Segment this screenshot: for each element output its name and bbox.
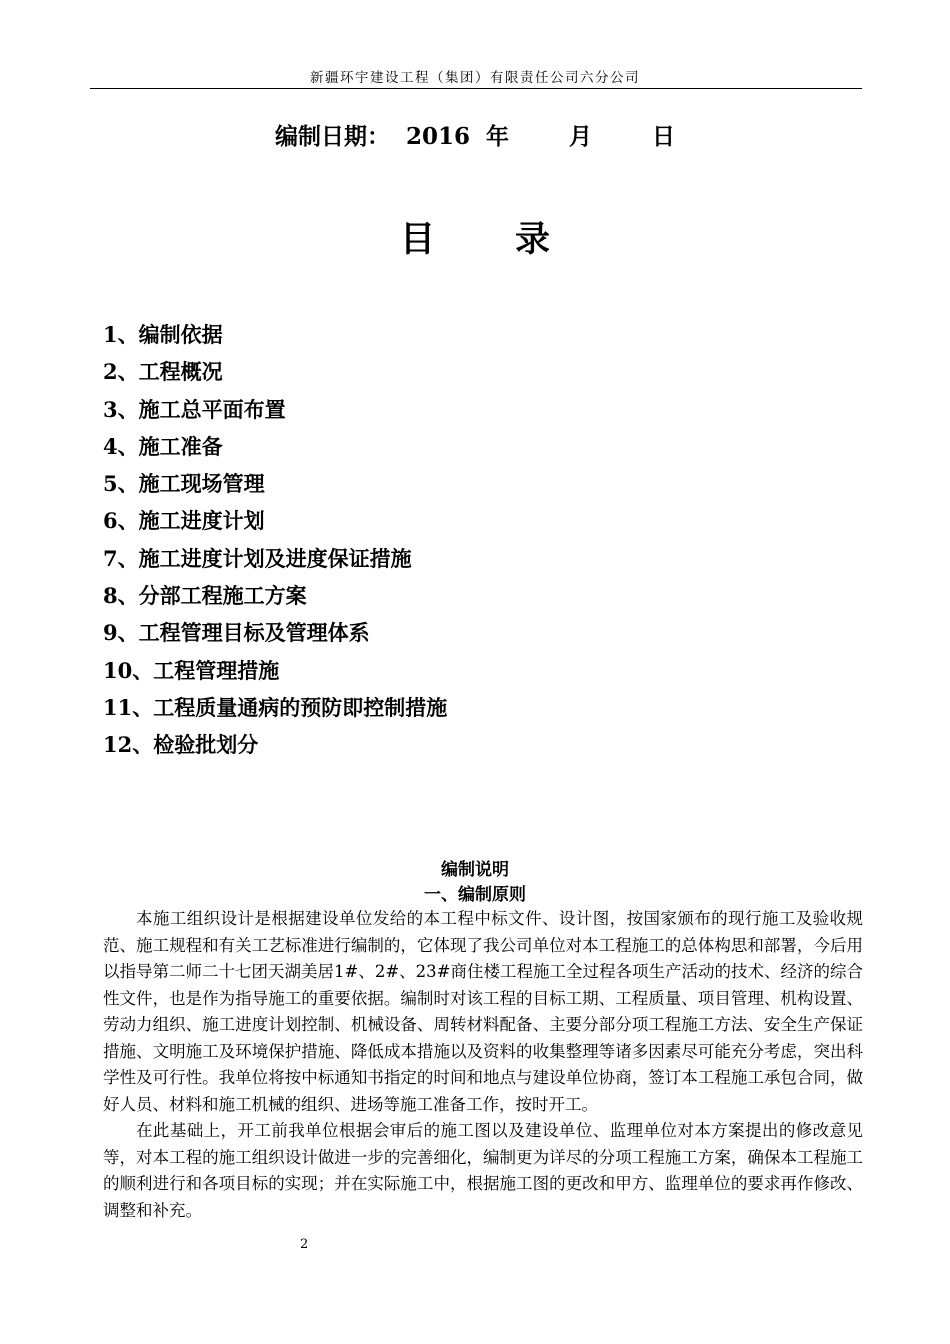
date-label: 编制日期： bbox=[274, 123, 390, 150]
toc-item: 9、工程管理目标及管理体系 bbox=[103, 620, 370, 646]
toc-item: 3、施工总平面布置 bbox=[103, 396, 286, 422]
toc-list bbox=[103, 316, 447, 764]
page-header: 新疆环宇建设工程（集团）有限责任公司六分公司 bbox=[310, 70, 640, 86]
toc-item: 6、施工进度计划 bbox=[103, 508, 265, 534]
toc-item: 8、分部工程施工方案 bbox=[103, 583, 307, 609]
header-divider bbox=[90, 88, 862, 89]
toc-item: 10、工程管理措施 bbox=[103, 657, 280, 683]
toc-title-char: 录 bbox=[515, 219, 551, 260]
body-paragraph: 在此基础上，开工前我单位根据会审后的施工图以及建设单位、监理单位对本方案提出的修改意见等，对本工程的施工组织设计做进一步的完善细化，编制更为详尽的分项工程施工方案，确保本工程施工的顺利进行和各项目标的实现；并在实际施工中，根据施工图的更改和甲方、监理单位的要求再作修改、调整和补充。 bbox=[103, 1121, 863, 1220]
date-year: 2016 bbox=[405, 123, 470, 150]
toc-item: 11、工程质量通病的预防即控制措施 bbox=[103, 694, 448, 720]
toc-item: 7、施工进度计划及进度保证措施 bbox=[103, 545, 412, 571]
toc-item: 5、施工现场管理 bbox=[103, 471, 265, 497]
toc-item: 12、检验批划分 bbox=[103, 732, 259, 758]
date-day-unit: 日 bbox=[652, 123, 676, 150]
toc-item: 2、工程概况 bbox=[103, 359, 223, 385]
date-year-unit: 年 bbox=[485, 123, 509, 150]
body-paragraph: 本施工组织设计是根据建设单位发给的本工程中标文件、设计图，按国家颁布的现行施工及验收规范、施工规程和有关工艺标准进行编制的，它体现了我公司单位对本工程施工的总体构思和部署，今后用以指导第二师二十七团天湖美居1#、2#、23#商住楼工程施工全过程各项生产活动的技术、经济的综合性文件，也是作为指导施工的重要依据。编制时对该工程的目标工期、工程质量、项目管理、机构设置、劳动力组织、施工进度计划控制、机械设备、周转材料配备、主要分部分项工程施工方法、安全生产保证措施、文明施工及环境保护措施、降低成本措施以及资料的收集整理等诸多因素尽可能充分考虑，突出科学性及可行性。我单位将按中标通知书指定的时间和地点与建设单位协商，签订本工程施工承包合同，做好人员、材料和施工机械的组织、进场等施工准备工作，按时开工。 bbox=[103, 909, 863, 1114]
date-month-unit: 月 bbox=[569, 123, 593, 150]
page-number: 2 bbox=[300, 1237, 309, 1252]
toc-item: 1、编制依据 bbox=[103, 322, 223, 347]
toc-title bbox=[0, 212, 950, 262]
toc-item: 4、施工准备 bbox=[103, 433, 223, 459]
section-body bbox=[103, 906, 863, 1224]
compile-date bbox=[0, 118, 950, 151]
section-title: 编制说明 bbox=[441, 860, 509, 880]
toc-title-char: 目 bbox=[399, 219, 435, 260]
section-subtitle: 一、编制原则 bbox=[424, 885, 526, 905]
